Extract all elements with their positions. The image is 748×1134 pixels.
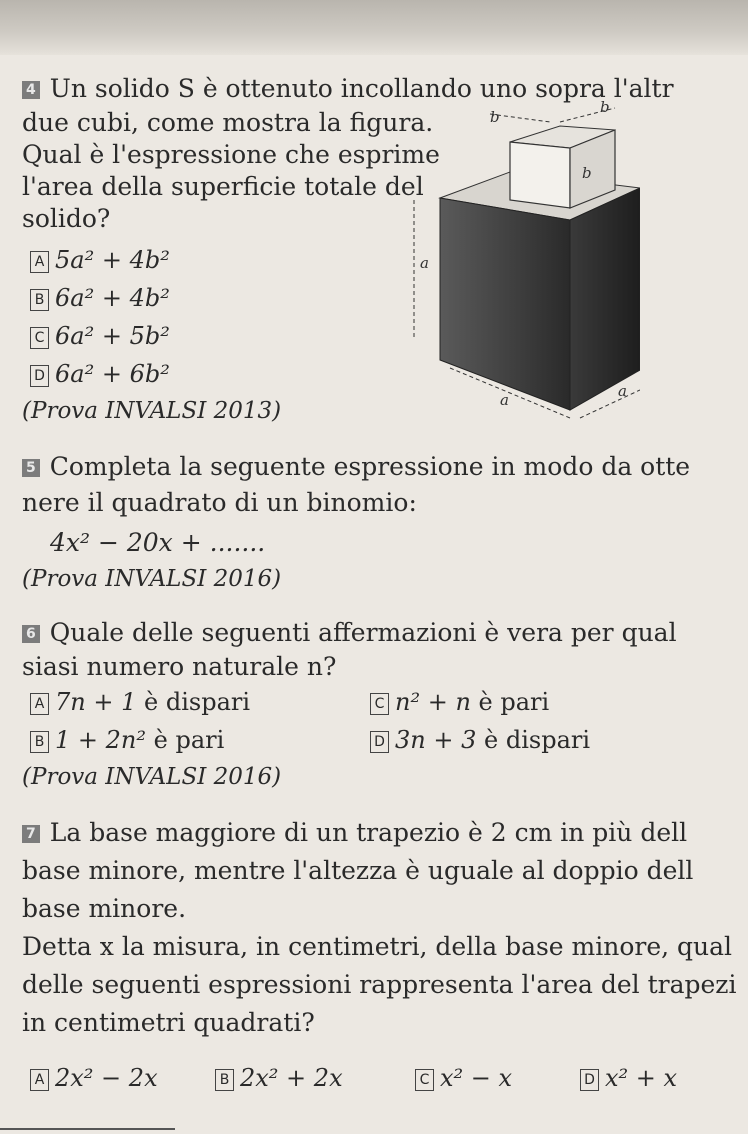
q4-number-badge: 4 [22,81,40,99]
fig-label-a-bottom-front: a [500,391,509,409]
fig-label-a-bottom-side: a [618,382,627,400]
q7-option-b[interactable]: B 2x² + 2x [215,1064,343,1092]
q4-source: (Prova INVALSI 2013) [22,398,282,424]
fig-label-b-top-left: b [490,108,500,126]
q4-option-b[interactable]: B 6a² + 4b² [30,284,170,312]
q7-option-d[interactable]: D x² + x [580,1064,677,1092]
q5-line-1: 5 Completa la seguente espressione in modo da otte [22,452,690,482]
stacked-cubes-figure [400,100,640,430]
q7-line-6: in centimetri quadrati? [22,1008,315,1037]
q6-line-1: 6 Quale delle seguenti affermazioni è vera per qual [22,618,677,648]
q4-line-5: solido? [22,204,111,233]
q4-line-2: due cubi, come mostra la figura. [22,108,434,137]
q7-option-a[interactable]: A 2x² − 2x [30,1064,158,1092]
q4-option-d[interactable]: D 6a² + 6b² [30,360,170,388]
fig-label-b-side: b [582,164,592,182]
q7-line-5: delle seguenti espressioni rappresenta l'area del trapezi [22,970,737,999]
q7-number-badge: 7 [22,825,40,843]
q5-line-2: nere il quadrato di un binomio: [22,488,417,517]
q7-line-2: base minore, mentre l'altezza è uguale al doppio dell [22,856,694,885]
fig-label-b-top-right: b [600,100,610,116]
fig-label-a-left: a [420,254,429,272]
q4-line-3: Qual è l'espressione che esprime [22,140,440,169]
q4-line-4: l'area della superficie totale del [22,172,424,201]
q6-line-2: siasi numero naturale n? [22,652,337,681]
q4-line-1: 4 Un solido S è ottenuto incollando uno sopra l'altr [22,74,674,104]
q6-option-d[interactable]: D 3n + 3 è dispari [370,726,590,754]
q6-option-a[interactable]: A 7n + 1 è dispari [30,688,250,716]
q7-line-3: base minore. [22,894,187,923]
q6-source: (Prova INVALSI 2016) [22,764,282,790]
q7-line-4: Detta x la misura, in centimetri, della base minore, qual [22,932,733,961]
q4-option-a[interactable]: A 5a² + 4b² [30,246,170,274]
q4-option-c[interactable]: C 6a² + 5b² [30,322,170,350]
q7-option-c[interactable]: C x² − x [415,1064,512,1092]
q6-option-b[interactable]: B 1 + 2n² è pari [30,726,224,754]
bottom-divider [0,1128,175,1130]
q6-option-c[interactable]: C n² + n è pari [370,688,549,716]
q5-source: (Prova INVALSI 2016) [22,566,282,592]
q7-line-1: 7 La base maggiore di un trapezio è 2 cm in più dell [22,818,687,848]
page-top-shadow [0,0,748,55]
q5-number-badge: 5 [22,459,40,477]
q5-expression: 4x² − 20x + ....... [50,528,266,557]
q6-number-badge: 6 [22,625,40,643]
